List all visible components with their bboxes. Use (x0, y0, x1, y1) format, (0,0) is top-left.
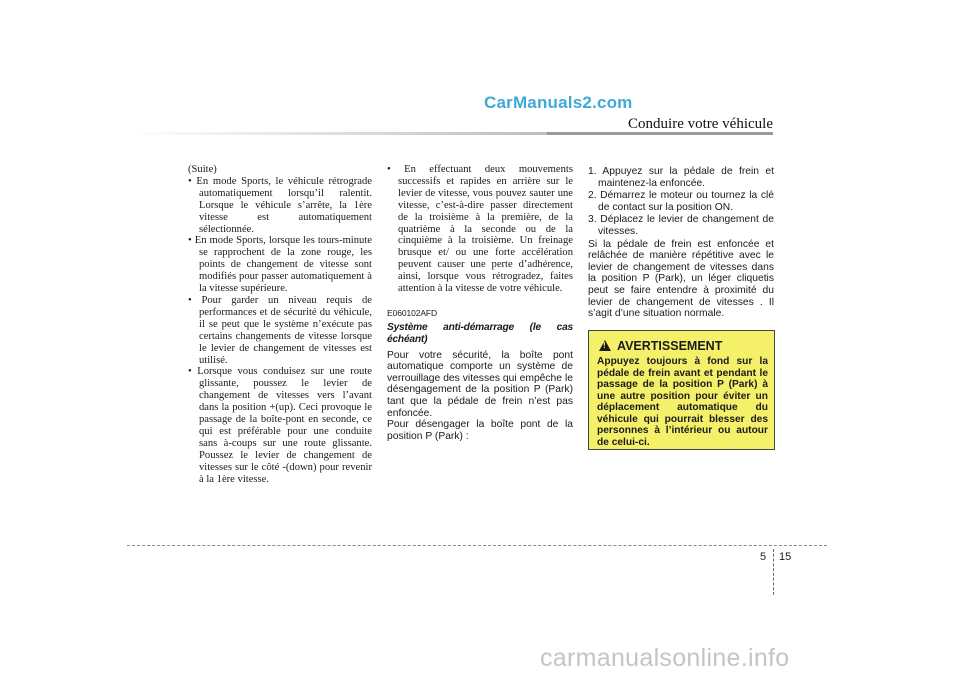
section-title: Conduire votre véhicule (628, 116, 773, 132)
bullet-item: • En effectuant deux mouvements successifs et rapides en arrière sur le levier de vitesse, vous pouvez sauter une vitesse, c’est-à-dire passer directement de la troisième à la première, de la quatrième à la seconde ou de la cinquième à la troisième. Un freinage brusque et/ ou une forte accélération peuvent causer une perte d’adhérence, ainsi, lorsque vous rétrogradez, faites attention à la vitesse de votre véhicule. (387, 164, 573, 295)
bullet-item: • Lorsque vous conduisez sur une route glissante, poussez le levier de changement de vitesses vers l’avant dans la position +(up). Ceci provoque le passage de la boîte-pont en seconde, ce qui est préférable pour une conduite sans à-coups sur une route glissante. Poussez le levier de changement de vitesses sur le côté -(down) pour revenir à la 1ère vitesse. (188, 366, 372, 485)
column-3 (588, 166, 774, 320)
column-1 (188, 164, 372, 485)
warning-text: Appuyez toujours à fond sur la pédale de frein avant et pendant le passage de la position P (Park) à une autre position pour éviter un déplacement automatique du véhicule qui pourrait blesser des personnes à l’intérieur ou autour de celui-ci. (597, 356, 768, 448)
watermark-bottom: carmanualsonline.info (540, 644, 790, 672)
warning-box (588, 330, 775, 450)
step-item: 1. Appuyez sur la pédale de frein et maintenez-la enfoncée. (588, 166, 774, 189)
step-item: 2. Démarrez le moteur ou tournez la clé de contact sur la position ON. (588, 190, 774, 213)
continued-label: (Suite) (188, 164, 217, 175)
footer-rule (127, 545, 827, 546)
page-number: 15 (779, 551, 792, 563)
header-rule (127, 133, 773, 134)
paragraph: Pour votre sécurité, la boîte pont automatique comporte un système de verrouillage des vitesses qui empêche le désengagement de la position P (Park) tant que la pédale de frein n’est pas enfoncée. (387, 349, 573, 419)
warning-header (599, 339, 722, 353)
step-item: 3. Déplacez le levier de changement de vitesses. (588, 214, 774, 237)
watermark-top: CarManuals2.com (484, 93, 633, 112)
paragraph: Pour désengager la boîte pont de la position P (Park) : (387, 419, 573, 442)
bullet-item: • En mode Sports, lorsque les tours-minute se rapprochent de la zone rouge, les points de changement de vitesse sont modifiés pour passer automatiquement à la vitesse supérieure. (188, 235, 372, 295)
chapter-number: 5 (760, 551, 767, 563)
bullet-item: • Pour garder un niveau requis de performances et de sécurité du véhicule, il se peut que le système n’exécute pas certains changements de vitesse lorsque le levier de changement de vitesses est utilisé. (188, 294, 372, 366)
section-code: E060102AFD (387, 307, 438, 318)
warning-triangle-icon (599, 340, 611, 351)
subsection-heading: Système anti-démarrage (le cas échéant) (387, 321, 573, 345)
column-2 (387, 164, 573, 442)
bullet-item: • En mode Sports, le véhicule rétrograde automatiquement lorsqu’il ralentit. Lorsque le véhicule s’arrête, la 1ère vitesse est automatiquement sélectionnée. (188, 175, 372, 235)
paragraph: Si la pédale de frein est enfoncée et relâchée de manière répétitive avec le levier de changement de vitesses dans la position P (Park), un léger cliquetis peut se faire entendre à proximité du levier de changement de vitesses . Il s’agit d’une situation normale. (588, 238, 774, 320)
page-number-separator (773, 549, 774, 595)
warning-title: AVERTISSEMENT (617, 339, 723, 353)
